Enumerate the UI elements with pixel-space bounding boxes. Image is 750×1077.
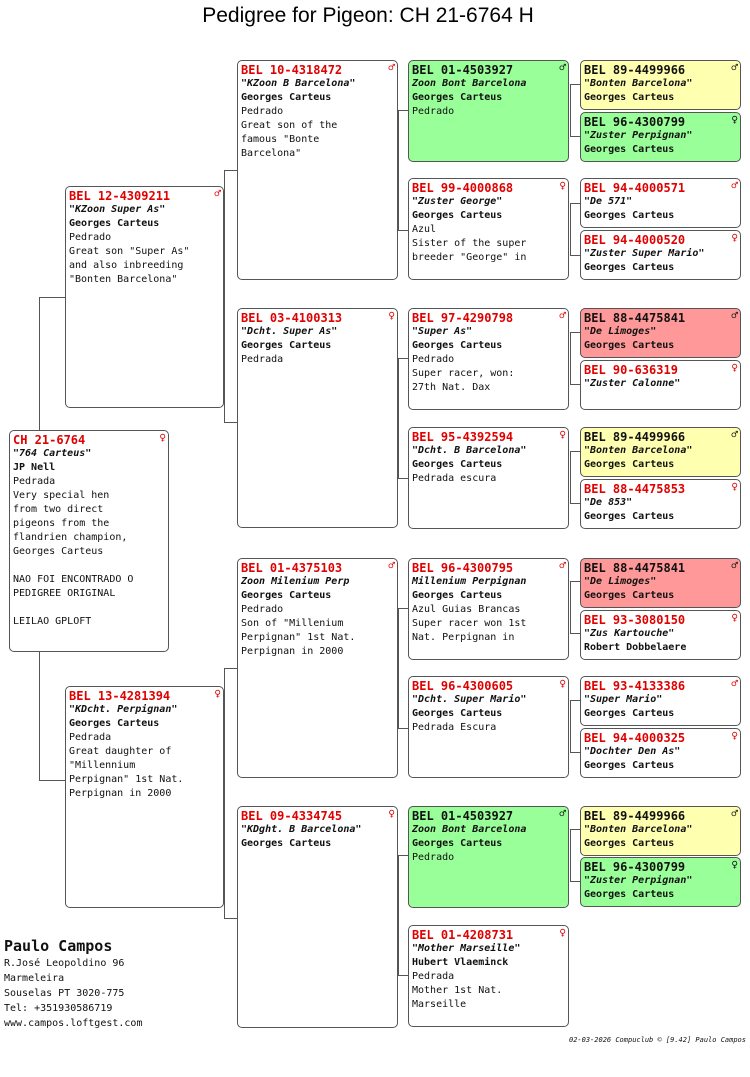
pigeon-notes: Sister of the super breeder "George" in [412, 238, 527, 263]
connector-line [398, 855, 399, 975]
breeder-address-line: Marmeleira [4, 973, 65, 984]
pigeon-name: "Zuster George" [412, 196, 503, 207]
pigeon-notes: Super racer won 1st Nat. Perpignan in [412, 618, 527, 643]
ring-number: BEL 93-4133386 [584, 679, 686, 693]
pigeon-owner: Georges Carteus [584, 262, 675, 273]
female-icon: ♀ [159, 431, 166, 444]
breeder-info [4, 936, 142, 1031]
pigeon-name: "Dcht. Super As" [241, 326, 338, 337]
pigeon-owner: Georges Carteus [412, 210, 503, 221]
ring-number: BEL 94-4000571 [584, 181, 686, 195]
ring-number: BEL 13-4281394 [69, 689, 171, 703]
pigeon-card-g9[interactable] [580, 558, 741, 608]
connector-line [570, 451, 580, 452]
female-icon: ♀ [731, 729, 738, 742]
pigeon-name: "Zuster Calonne" [584, 378, 681, 389]
pigeon-card-dsd[interactable] [408, 676, 569, 778]
pigeon-name: "KDcht. Perpignan" [69, 704, 178, 715]
pigeon-owner: Georges Carteus [241, 92, 332, 103]
pigeon-name: Zoon Milenium Perp [241, 576, 350, 587]
male-icon: ♂ [214, 187, 221, 200]
pigeon-owner: Georges Carteus [584, 340, 675, 351]
pigeon-owner: Georges Carteus [584, 590, 675, 601]
connector-line [570, 332, 580, 333]
male-icon: ♂ [388, 61, 395, 74]
page-title: Pedigree for Pigeon: CH 21-6764 H [202, 4, 534, 27]
breeder-phone: Tel: +351930586719 [4, 1003, 113, 1014]
female-icon: ♀ [731, 113, 738, 126]
connector-line [570, 829, 571, 881]
pigeon-owner: Georges Carteus [584, 511, 675, 522]
pigeon-card-g4[interactable] [580, 230, 741, 280]
connector-line [398, 855, 408, 856]
connector-line [570, 633, 580, 634]
pigeon-notes: Son of "Millenium Perpignan" 1st Nat. Perpignan in 2000 [241, 618, 356, 657]
ring-number: CH 21-6764 [13, 433, 86, 447]
pigeon-color: Pedrada [412, 971, 455, 982]
pigeon-color: Pedrada Escura [412, 722, 497, 733]
pigeon-card-sd[interactable] [237, 308, 398, 528]
pigeon-owner: Georges Carteus [241, 340, 332, 351]
pigeon-name: "764 Carteus" [13, 448, 92, 459]
pigeon-name: "Dcht. B Barcelona" [412, 445, 527, 456]
ring-number: BEL 96-4300799 [584, 115, 686, 129]
pigeon-owner: Georges Carteus [584, 144, 675, 155]
breeder-address-line: R.José Leopoldino 96 [4, 958, 125, 969]
pigeon-card-g10[interactable] [580, 610, 741, 660]
male-icon: ♂ [559, 61, 566, 74]
male-icon: ♂ [731, 428, 738, 441]
ring-number: BEL 96-4300795 [412, 561, 514, 575]
connector-line [39, 780, 65, 781]
ring-number: BEL 94-4000325 [584, 731, 686, 745]
pigeon-card-g7[interactable] [580, 427, 741, 477]
ring-number: BEL 90-636319 [584, 363, 678, 377]
pigeon-color: Pedrado [241, 604, 284, 615]
connector-line [224, 170, 225, 422]
pigeon-owner: Robert Dobbelaere [584, 642, 687, 653]
male-icon: ♂ [731, 559, 738, 572]
pigeon-owner: Georges Carteus [584, 210, 675, 221]
pigeon-name: "Super As" [412, 326, 473, 337]
connector-line [39, 297, 40, 431]
connector-line [570, 332, 571, 384]
pigeon-card-g2[interactable] [580, 112, 741, 162]
pigeon-owner: Georges Carteus [412, 838, 503, 849]
pigeon-color: Pedrado [412, 852, 455, 863]
ring-number: BEL 99-4000868 [412, 181, 514, 195]
pigeon-name: "Zuster Perpignan" [584, 130, 693, 141]
pigeon-owner: JP Nell [13, 462, 56, 473]
pigeon-color: Pedrado [241, 106, 284, 117]
pigeon-owner: Hubert Vlaeminck [412, 957, 509, 968]
ring-number: BEL 89-4499966 [584, 430, 686, 444]
ring-number: BEL 94-4000520 [584, 233, 686, 247]
pigeon-card-g1[interactable] [580, 60, 741, 110]
pigeon-card-dam[interactable] [65, 686, 224, 908]
pigeon-name: "Dcht. Super Mario" [412, 694, 527, 705]
ring-number: BEL 93-3080150 [584, 613, 686, 627]
pigeon-name: "KZoon B Barcelona" [241, 78, 356, 89]
pigeon-name: "Zus Kartouche" [584, 628, 675, 639]
pigeon-color: Azul Guias Brancas [412, 604, 521, 615]
pigeon-notes: Mother 1st Nat. Marseille [412, 985, 503, 1010]
ring-number: BEL 01-4503927 [412, 63, 514, 77]
male-icon: ♂ [559, 807, 566, 820]
pigeon-color: Azul [412, 224, 437, 235]
female-icon: ♀ [731, 611, 738, 624]
connector-line [398, 358, 408, 359]
connector-line [570, 203, 571, 255]
female-icon: ♀ [559, 926, 566, 939]
female-icon: ♀ [388, 309, 395, 322]
ring-number: BEL 89-4499966 [584, 809, 686, 823]
ring-number: BEL 97-4290798 [412, 311, 514, 325]
connector-line [570, 255, 580, 256]
connector-line [570, 451, 571, 503]
pigeon-card-ds[interactable] [237, 558, 398, 778]
pigeon-owner: Georges Carteus [412, 590, 503, 601]
pigeon-name: "KZoon Super As" [69, 204, 166, 215]
ring-number: BEL 03-4100313 [241, 311, 343, 325]
pigeon-card-subject[interactable] [9, 430, 169, 652]
connector-line [39, 297, 65, 298]
pigeon-card-ddd[interactable] [408, 925, 569, 1027]
pigeon-card-dds[interactable] [408, 806, 569, 908]
pigeon-name: Zoon Bont Barcelona [412, 78, 527, 89]
female-icon: ♀ [731, 361, 738, 374]
pigeon-name: "De 853" [584, 497, 633, 508]
connector-line [570, 384, 580, 385]
connector-line [570, 829, 580, 830]
connector-line [570, 503, 580, 504]
connector-line [398, 608, 399, 728]
breeder-address-line: Souselas PT 3020-775 [4, 988, 125, 999]
pigeon-name: "Dochter Den As" [584, 746, 681, 757]
ring-number: BEL 01-4208731 [412, 928, 514, 942]
pigeon-name: "De Limoges" [584, 576, 657, 587]
pigeon-color: Pedrada [241, 354, 284, 365]
connector-line [570, 84, 571, 136]
pigeon-owner: Georges Carteus [412, 459, 503, 470]
pigeon-color: Pedrado [412, 354, 455, 365]
male-icon: ♂ [559, 309, 566, 322]
pigeon-card-g3[interactable] [580, 178, 741, 228]
pigeon-owner: Georges Carteus [412, 92, 503, 103]
pigeon-owner: Georges Carteus [412, 708, 503, 719]
pigeon-owner: Georges Carteus [412, 340, 503, 351]
ring-number: BEL 88-4475841 [584, 311, 686, 325]
pigeon-card-sds[interactable] [408, 308, 569, 410]
ring-number: BEL 96-4300799 [584, 860, 686, 874]
connector-line [398, 358, 399, 478]
pigeon-name: Zoon Bont Barcelona [412, 824, 527, 835]
pigeon-name: "Bonten Barcelona" [584, 78, 693, 89]
male-icon: ♂ [731, 807, 738, 820]
pigeon-card-g14[interactable] [580, 857, 741, 907]
female-icon: ♀ [559, 428, 566, 441]
connector-line [398, 478, 408, 479]
pigeon-card-g5[interactable] [580, 308, 741, 358]
pigeon-card-g12[interactable] [580, 728, 741, 778]
connector-line [570, 752, 580, 753]
pigeon-notes: Great son of the famous "Bonte Barcelona" [241, 120, 338, 159]
pigeon-owner: Georges Carteus [584, 760, 675, 771]
pigeon-color: Pedrado [412, 106, 455, 117]
pigeon-card-ss[interactable] [237, 60, 398, 280]
connector-line [570, 84, 580, 85]
male-icon: ♂ [559, 559, 566, 572]
pigeon-name: "KDght. B Barcelona" [241, 824, 362, 835]
male-icon: ♂ [731, 61, 738, 74]
pigeon-owner: Georges Carteus [584, 708, 675, 719]
pigeon-name: Millenium Perpignan [412, 576, 527, 587]
ring-number: BEL 88-4475853 [584, 482, 686, 496]
female-icon: ♀ [388, 807, 395, 820]
pigeon-name: "Zuster Perpignan" [584, 875, 693, 886]
pigeon-name: "Bonten Barcelona" [584, 445, 693, 456]
ring-number: BEL 88-4475841 [584, 561, 686, 575]
pigeon-color: Pedrada [13, 476, 56, 487]
connector-line [570, 700, 580, 701]
pigeon-card-sss[interactable] [408, 60, 569, 162]
pigeon-card-g6[interactable] [580, 360, 741, 410]
connector-line [398, 608, 408, 609]
pigeon-card-g11[interactable] [580, 676, 741, 726]
female-icon: ♀ [559, 677, 566, 690]
pigeon-owner: Georges Carteus [584, 459, 675, 470]
connector-line [398, 110, 399, 230]
female-icon: ♀ [731, 231, 738, 244]
footer-credit: 02-03-2026 Compuclub © [9.42] Paulo Campos [568, 1036, 746, 1044]
ring-number: BEL 01-4375103 [241, 561, 343, 575]
pigeon-card-dss[interactable] [408, 558, 569, 660]
ring-number: BEL 96-4300605 [412, 679, 514, 693]
breeder-name: Paulo Campos [4, 937, 113, 955]
pigeon-name: "De Limoges" [584, 326, 657, 337]
female-icon: ♀ [731, 480, 738, 493]
female-icon: ♀ [559, 179, 566, 192]
pigeon-color: Pedrada escura [412, 473, 497, 484]
pigeon-notes: Super racer, won: 27th Nat. Dax [412, 368, 515, 393]
female-icon: ♀ [214, 687, 221, 700]
connector-line [224, 422, 237, 423]
pigeon-color: Pedrado [69, 232, 112, 243]
pigeon-owner: Georges Carteus [584, 889, 675, 900]
pigeon-name: "Mother Marseille" [412, 943, 521, 954]
connector-line [398, 728, 408, 729]
pigeon-owner: Georges Carteus [69, 218, 160, 229]
pigeon-notes: Great daughter of "Millennium Perpignan" 1st Nat. Perpignan in 2000 [69, 746, 184, 799]
connector-line [570, 881, 580, 882]
connector-line [570, 700, 571, 752]
connector-line [224, 668, 237, 669]
pigeon-card-g13[interactable] [580, 806, 741, 856]
pigeon-card-dd[interactable] [237, 806, 398, 1028]
pigeon-notes: Great son "Super As" and also inbreeding "Bonten Barcelona" [69, 246, 190, 285]
ring-number: BEL 09-4334745 [241, 809, 343, 823]
pigeon-owner: Georges Carteus [241, 838, 332, 849]
connector-line [570, 581, 580, 582]
pigeon-name: "Super Mario" [584, 694, 663, 705]
pigeon-owner: Georges Carteus [584, 92, 675, 103]
ring-number: BEL 95-4392594 [412, 430, 514, 444]
pigeon-notes: Very special hen from two direct pigeons from the flandrien champion, Georges Carteus NAO FOI ENCONTRADO O PEDIGREE ORIGINAL LEILAO GPLOFT [13, 490, 134, 627]
pigeon-card-sire[interactable] [65, 186, 224, 408]
male-icon: ♂ [731, 677, 738, 690]
connector-line [570, 203, 580, 204]
pigeon-card-g8[interactable] [580, 479, 741, 529]
connector-line [398, 975, 408, 976]
pigeon-owner: Georges Carteus [69, 718, 160, 729]
breeder-website[interactable]: www.campos.loftgest.com [4, 1018, 143, 1029]
pigeon-color: Pedrada [69, 732, 112, 743]
female-icon: ♀ [731, 858, 738, 871]
connector-line [224, 170, 237, 171]
ring-number: BEL 12-4309211 [69, 189, 171, 203]
pigeon-owner: Georges Carteus [241, 590, 332, 601]
male-icon: ♂ [731, 179, 738, 192]
connector-line [570, 136, 580, 137]
pigeon-name: "De 571" [584, 196, 633, 207]
pigeon-card-sdd[interactable] [408, 427, 569, 529]
connector-line [224, 918, 237, 919]
pigeon-name: "Bonten Barcelona" [584, 824, 693, 835]
pigeon-name: "Zuster Super Mario" [584, 248, 705, 259]
pigeon-owner: Georges Carteus [584, 838, 675, 849]
connector-line [39, 652, 40, 780]
ring-number: BEL 01-4503927 [412, 809, 514, 823]
ring-number: BEL 10-4318472 [241, 63, 343, 77]
pigeon-card-ssd[interactable] [408, 178, 569, 280]
connector-line [398, 230, 408, 231]
connector-line [570, 581, 571, 633]
ring-number: BEL 89-4499966 [584, 63, 686, 77]
male-icon: ♂ [388, 559, 395, 572]
male-icon: ♂ [731, 309, 738, 322]
connector-line [398, 110, 408, 111]
connector-line [224, 668, 225, 918]
